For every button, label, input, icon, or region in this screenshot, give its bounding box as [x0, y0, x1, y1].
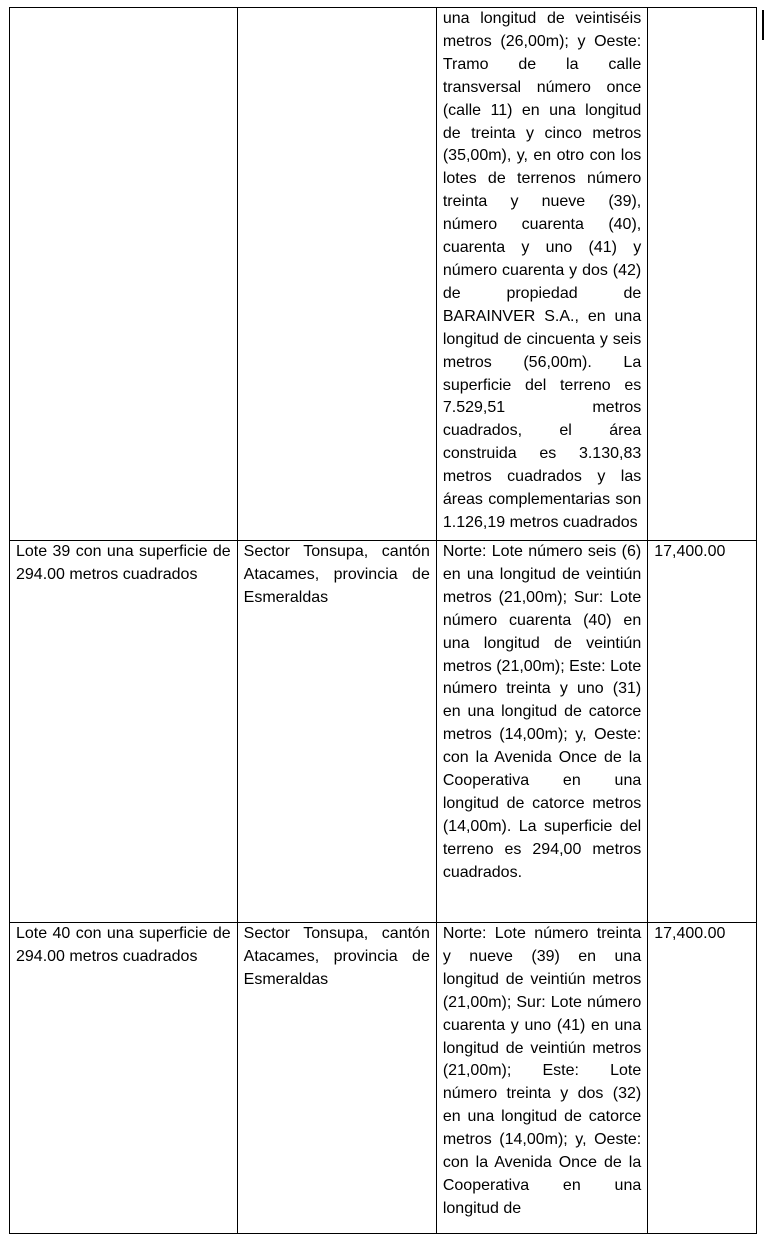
lots-table: [9, 7, 757, 1234]
price-cell: [648, 8, 757, 541]
location-cell: Sector Tonsupa, cantón Atacames, provincia de Esmeraldas: [237, 541, 436, 923]
price-cell: 17,400.00: [648, 541, 757, 923]
lot-description-cell: [10, 8, 238, 541]
lot-description-cell: Lote 39 con una superficie de 294.00 metros cuadrados: [10, 541, 238, 923]
location-cell: Sector Tonsupa, cantón Atacames, provincia de Esmeraldas: [237, 923, 436, 1234]
boundaries-cell: una longitud de veintiséis metros (26,00m); y Oeste: Tramo de la calle transversal número once (calle 11) en una longitud de treinta y cinco metros (35,00m), y, en otro con los lotes de terrenos número treinta y nueve (39), número cuarenta (40), cuarenta y uno (41) y número cuarenta y dos (42) de propiedad de BARAINVER S.A., en una longitud de cincuenta y seis metros (56,00m). La superficie del terreno es 7.529,51 metros cuadrados, el área construida es 3.130,83 metros cuadrados y las áreas complementarias son 1.126,19 metros cuadrados: [436, 8, 647, 541]
boundaries-cell: Norte: Lote número seis (6) en una longitud de veintiún metros (21,00m); Sur: Lote número cuarenta (40) en una longitud de veintiún metros (21,00m); Este: Lote número treinta y uno (31) en una longitud de catorce metros (14,00m); y, Oeste: con la Avenida Once de la Cooperativa en una longitud de catorce metros (14,00m). La superficie del terreno es 294,00 metros cuadrados.: [436, 541, 647, 923]
page-edge-mark: [762, 10, 764, 40]
table-row: [10, 8, 757, 541]
lot-description-cell: Lote 40 con una superficie de 294.00 metros cuadrados: [10, 923, 238, 1234]
boundaries-cell: Norte: Lote número treinta y nueve (39) en una longitud de veintiún metros (21,00m); Sur: Lote número cuarenta y uno (41) en una longitud de veintiún metros (21,00m); Este: Lote número treinta y dos (32) en una longitud de catorce metros (14,00m); y, Oeste: con la Avenida Once de la Cooperativa en una longitud de: [436, 923, 647, 1234]
price-cell: 17,400.00: [648, 923, 757, 1234]
table-row: [10, 541, 757, 923]
table-row: [10, 923, 757, 1234]
location-cell: [237, 8, 436, 541]
